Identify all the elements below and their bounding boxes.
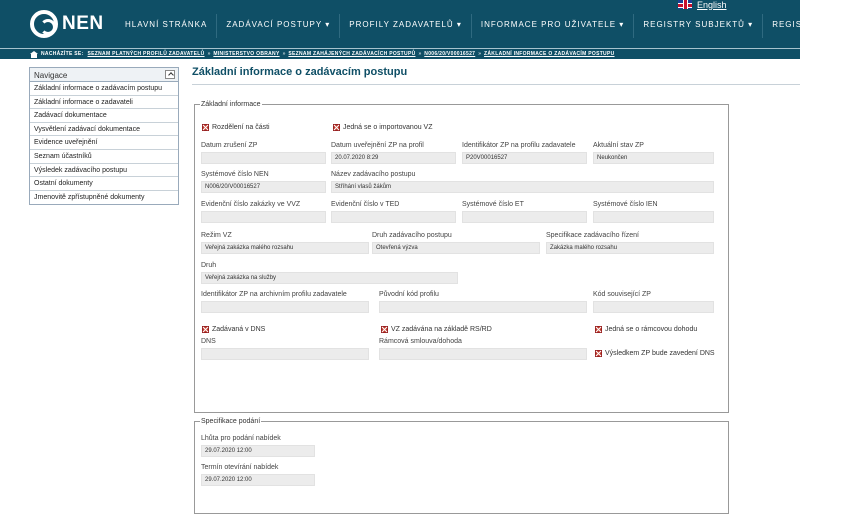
checkbox-result-dns[interactable] — [595, 350, 715, 357]
field-submission-deadline — [201, 435, 315, 457]
field-label: Systémové číslo ET — [462, 201, 524, 208]
breadcrumb-item[interactable]: SEZNAM ZAHÁJENÝCH ZADÁVACÍCH POSTUPŮ — [288, 51, 416, 57]
field-label: Rámcová smlouva/dohoda — [379, 338, 462, 345]
checkbox-unchecked-icon[interactable] — [202, 124, 209, 131]
field-value[interactable] — [201, 152, 326, 164]
field-value[interactable]: 29.07.2020 12:00 — [201, 445, 315, 457]
nav-home[interactable]: HLAVNÍ STRÁNKA — [116, 14, 217, 38]
field-label: Datum zrušení ZP — [201, 142, 258, 149]
field-label: Původní kód profilu — [379, 291, 439, 298]
field-value[interactable]: Otevřená výzva — [372, 242, 540, 254]
field-label: Aktuální stav ZP — [593, 142, 644, 149]
breadcrumb-separator: » — [282, 51, 286, 57]
uk-flag-icon — [678, 0, 692, 9]
field-value[interactable] — [593, 211, 714, 223]
field-label: Systémové číslo NEN — [201, 171, 269, 178]
sidebar-item-result[interactable]: Výsledek zadávacího postupu — [30, 164, 178, 178]
field-cancel-date — [201, 142, 326, 164]
field-label: Evidenční číslo zakázky ve VVZ — [201, 201, 301, 208]
checkbox-unchecked-icon[interactable] — [381, 326, 388, 333]
checkbox-unchecked-icon[interactable] — [595, 350, 602, 357]
nav-registries[interactable]: REGISTRY SUBJEKTŮ ▾ — [634, 14, 763, 38]
breadcrumb-separator: » — [478, 51, 482, 57]
field-value[interactable] — [593, 301, 714, 313]
checkbox-unchecked-icon[interactable] — [202, 326, 209, 333]
language-switch[interactable] — [678, 0, 727, 9]
field-value[interactable]: Stříhání vlasů žákům — [331, 181, 714, 193]
nav-registration[interactable]: REGISTRACE ▾ — [772, 20, 843, 29]
field-profile-id — [462, 142, 587, 164]
sidebar-item-other-docs[interactable]: Ostatní dokumenty — [30, 177, 178, 191]
field-publish-date — [331, 142, 456, 164]
field-value[interactable] — [201, 301, 369, 313]
breadcrumb-item[interactable]: N006/20/V00016527 — [424, 51, 476, 57]
page-title: Základní informace o zadávacím postupu — [192, 66, 408, 78]
title-divider — [192, 84, 800, 85]
field-related-code — [593, 291, 714, 313]
field-value[interactable]: Veřejná zakázka malého rozsahu — [201, 242, 369, 254]
breadcrumb-item[interactable]: SEZNAM PLATNÝCH PROFILŮ ZADAVATELŮ — [87, 51, 205, 57]
breadcrumb-prefix: NACHÁZÍTE SE: — [41, 51, 84, 57]
field-value[interactable] — [379, 348, 587, 360]
field-opening-date — [201, 464, 315, 486]
field-procedure-kind — [372, 232, 540, 254]
checkbox-label: Výsledkem ZP bude zavedení DNS — [605, 350, 715, 357]
field-label: Identifikátor ZP na archivním profilu zadavatele — [201, 291, 347, 298]
field-nen-number — [201, 171, 326, 193]
sidebar-item-contracting-authority[interactable]: Základní informace o zadavateli — [30, 96, 178, 110]
field-framework-agreement — [379, 338, 587, 360]
checkbox-parts[interactable] — [202, 124, 270, 131]
field-dns — [201, 338, 369, 360]
field-label: Specifikace zadávacího řízení — [546, 232, 639, 239]
field-ted-number — [331, 201, 456, 223]
field-label: Datum uveřejnění ZP na profil — [331, 142, 424, 149]
checkbox-framework[interactable] — [595, 326, 697, 333]
field-value[interactable]: Veřejná zakázka na služby — [201, 272, 458, 284]
sidebar-item-procedure-info[interactable]: Základní informace o zadávacím postupu — [30, 82, 178, 96]
checkbox-unchecked-icon[interactable] — [595, 326, 602, 333]
sidebar-title: Navigace — [34, 71, 68, 80]
nav-user-info[interactable]: INFORMACE PRO UŽIVATELE ▾ — [472, 14, 634, 38]
field-value[interactable] — [331, 211, 456, 223]
field-label: Režim VZ — [201, 232, 232, 239]
field-value[interactable]: P20V00016527 — [462, 152, 587, 164]
sidebar-item-named-docs[interactable]: Jmenovitě zpřístupněné dokumenty — [34, 193, 145, 201]
section-legend: Specifikace podání — [201, 418, 261, 425]
field-regime — [201, 232, 369, 254]
checkbox-label: Jedná se o importovanou VZ — [343, 124, 433, 131]
nav-procedures[interactable]: ZADÁVACÍ POSTUPY ▾ — [217, 14, 340, 38]
breadcrumb-separator: » — [418, 51, 422, 57]
breadcrumb-item[interactable]: ZÁKLADNÍ INFORMACE O ZADÁVACÍM POSTUPU — [484, 51, 615, 57]
field-original-code — [379, 291, 587, 313]
field-value[interactable] — [379, 301, 587, 313]
field-et-number — [462, 201, 587, 223]
field-label: Druh zadávacího postupu — [372, 232, 452, 239]
field-value[interactable] — [462, 211, 587, 223]
breadcrumb-item[interactable]: MINISTERSTVO OBRANY — [213, 51, 280, 57]
checkbox-unchecked-icon[interactable] — [333, 124, 340, 131]
field-value[interactable]: 20.07.2020 8:29 — [331, 152, 456, 164]
field-label: Název zadávacího postupu — [331, 171, 416, 178]
language-link[interactable]: English — [697, 0, 727, 10]
field-label: Systémové číslo IEN — [593, 201, 658, 208]
field-label: Kód související ZP — [593, 291, 651, 298]
nen-logo-icon[interactable] — [30, 10, 58, 38]
breadcrumb — [0, 48, 800, 59]
field-value[interactable]: 29.07.2020 12:00 — [201, 474, 315, 486]
field-label: Lhůta pro podání nabídek — [201, 435, 281, 442]
field-type — [201, 262, 458, 284]
field-value[interactable] — [201, 211, 326, 223]
checkbox-imported[interactable] — [333, 124, 433, 131]
sidebar-item-participants[interactable]: Seznam účastníků — [30, 150, 178, 164]
checkbox-label: Zadávaná v DNS — [212, 326, 266, 333]
sidebar-header — [30, 68, 178, 82]
field-value[interactable]: Neukončen — [593, 152, 714, 164]
checkbox-rs-rd[interactable] — [381, 326, 492, 333]
field-vvz-number — [201, 201, 326, 223]
sidebar-item-publication-records[interactable]: Evidence uveřejnění — [30, 136, 178, 150]
field-state — [593, 142, 714, 164]
sidebar-navigation — [29, 67, 179, 205]
collapse-icon[interactable] — [165, 70, 175, 79]
nav-profiles[interactable]: PROFILY ZADAVATELŮ ▾ — [340, 14, 472, 38]
field-archive-id — [201, 291, 369, 313]
field-ien-number — [593, 201, 714, 223]
field-label: Identifikátor ZP na profilu zadavatele — [462, 142, 576, 149]
breadcrumb-separator: » — [207, 51, 211, 57]
field-label: DNS — [201, 338, 216, 345]
home-icon[interactable] — [30, 51, 38, 58]
field-value[interactable]: Zakázka malého rozsahu — [546, 242, 714, 254]
logo-text[interactable]: NEN — [62, 13, 104, 34]
section-legend: Základní informace — [201, 101, 261, 108]
sidebar-item-docs-clarification[interactable]: Vysvětlení zadávací dokumentace — [30, 123, 178, 137]
top-header — [0, 0, 843, 48]
sidebar-item-tender-docs[interactable]: Zadávací dokumentace — [30, 109, 178, 123]
main-nav — [116, 14, 851, 38]
field-value[interactable]: N006/20/V00016527 — [201, 181, 326, 193]
field-label: Termín otevírání nabídek — [201, 464, 279, 471]
field-label: Evidenční číslo v TED — [331, 201, 400, 208]
field-procedure-name — [331, 171, 714, 193]
field-specification — [546, 232, 714, 254]
field-value[interactable] — [201, 348, 369, 360]
field-label: Druh — [201, 262, 217, 269]
checkbox-dns[interactable] — [202, 326, 265, 333]
checkbox-label: Rozdělení na části — [212, 124, 270, 131]
checkbox-label: Jedná se o rámcovou dohodu — [605, 326, 698, 333]
checkbox-label: VZ zadávána na základě RS/RD — [391, 326, 492, 333]
